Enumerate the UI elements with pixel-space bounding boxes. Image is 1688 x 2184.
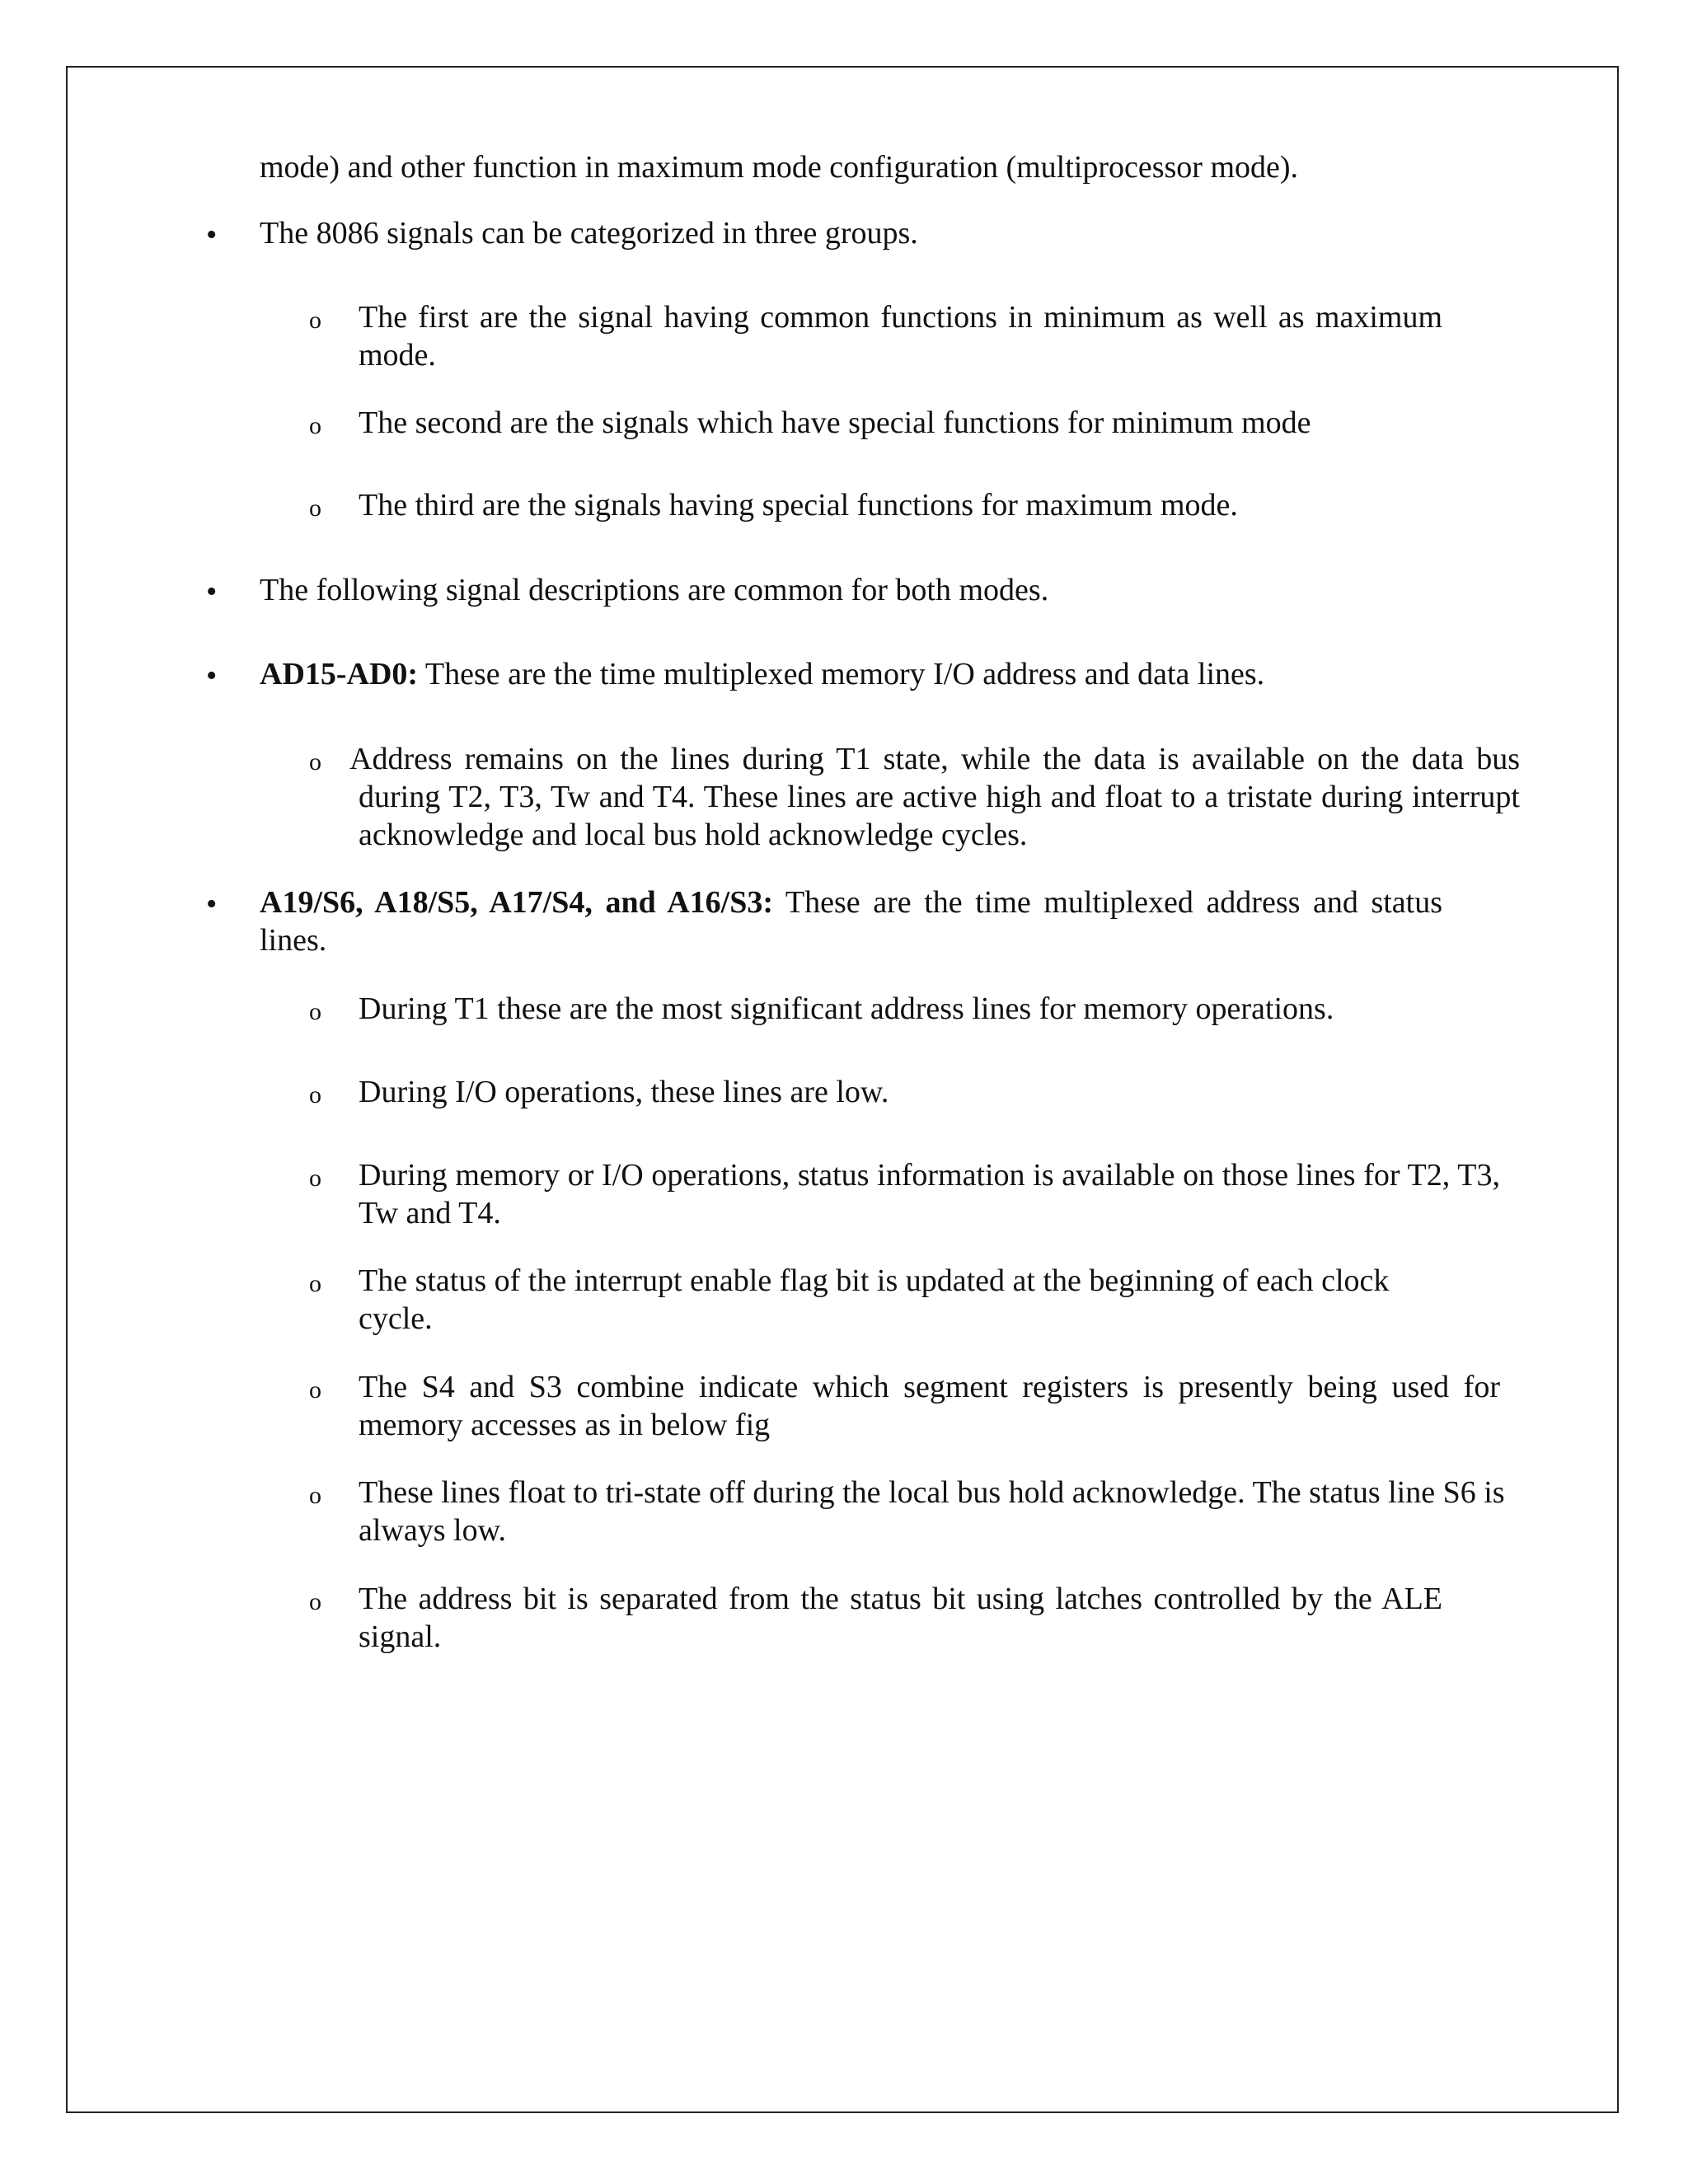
sub-bullet-marker: o [309,1270,321,1297]
sub-bullet-text: The address bit is separated from the status bit using latches controlled by the ALE signal. [359,1582,1442,1654]
sub-bullet-marker: o [309,1165,321,1192]
bullet-text [260,883,1442,959]
sub-bullet-marker: o [309,1081,321,1108]
bullet-text [260,655,1264,693]
sub-bullet-text: During memory or I/O operations, status information is available on those lines for T2, T3, Tw and T4. [359,1158,1500,1230]
sub-bullet-marker: o [309,1376,321,1404]
signal-description: These are the time multiplexed address and status lines. [260,885,1442,958]
sub-bullet-marker: o [309,494,321,522]
sub-bullet-marker: o [309,1588,321,1615]
signal-term: AD15-AD0: [260,657,419,691]
sub-bullet-text: The second are the signals which have special functions for minimum mode [359,405,1311,440]
bullet-marker: • [206,218,218,252]
sub-bullet-text: These lines float to tri-state off during the local bus hold acknowledge. The status line S6 is always low. [359,1475,1505,1548]
continuation-text: mode) and other function in maximum mode configuration (multiprocessor mode). [260,150,1299,185]
sub-bullet-marker: o [309,748,321,776]
bullet-marker: • [206,887,218,921]
bullet-text: The 8086 signals can be categorized in three groups. [260,216,918,251]
sub-bullet-marker: o [309,412,321,439]
sub-bullet-text: The third are the signals having special functions for maximum mode. [359,488,1238,523]
sub-bullet-marker: o [309,307,321,334]
sub-bullet-text: The first are the signal having common functions in minimum as well as maximum mode. [359,300,1442,373]
sub-bullet-text: The status of the interrupt enable flag bit is updated at the beginning of each clock cycle. [359,1263,1390,1336]
bullet-text: The following signal descriptions are common for both modes. [260,573,1049,607]
sub-bullet-text: Address remains on the lines during T1 state, while the data is available on the data bus during T2, T3, Tw and T4. These lines are active high and float to a tristate during interrupt acknowledge and local bus hold acknowledge cycles. [349,742,1520,852]
sub-bullet-marker: o [309,998,321,1025]
bullet-marker: • [206,658,218,693]
bullet-marker: • [206,574,218,609]
sub-bullet-text: During T1 these are the most significant address lines for memory operations. [359,991,1334,1026]
sub-bullet-marker: o [309,1482,321,1509]
sub-bullet-text: During I/O operations, these lines are low. [359,1075,889,1109]
sub-bullet-text: The S4 and S3 combine indicate which segment registers is presently being used for memory accesses as in below fig [359,1370,1500,1442]
signal-description: These are the time multiplexed memory I/O address and data lines. [418,657,1265,691]
signal-term: A19/S6, A18/S5, A17/S4, and A16/S3: [260,885,774,920]
